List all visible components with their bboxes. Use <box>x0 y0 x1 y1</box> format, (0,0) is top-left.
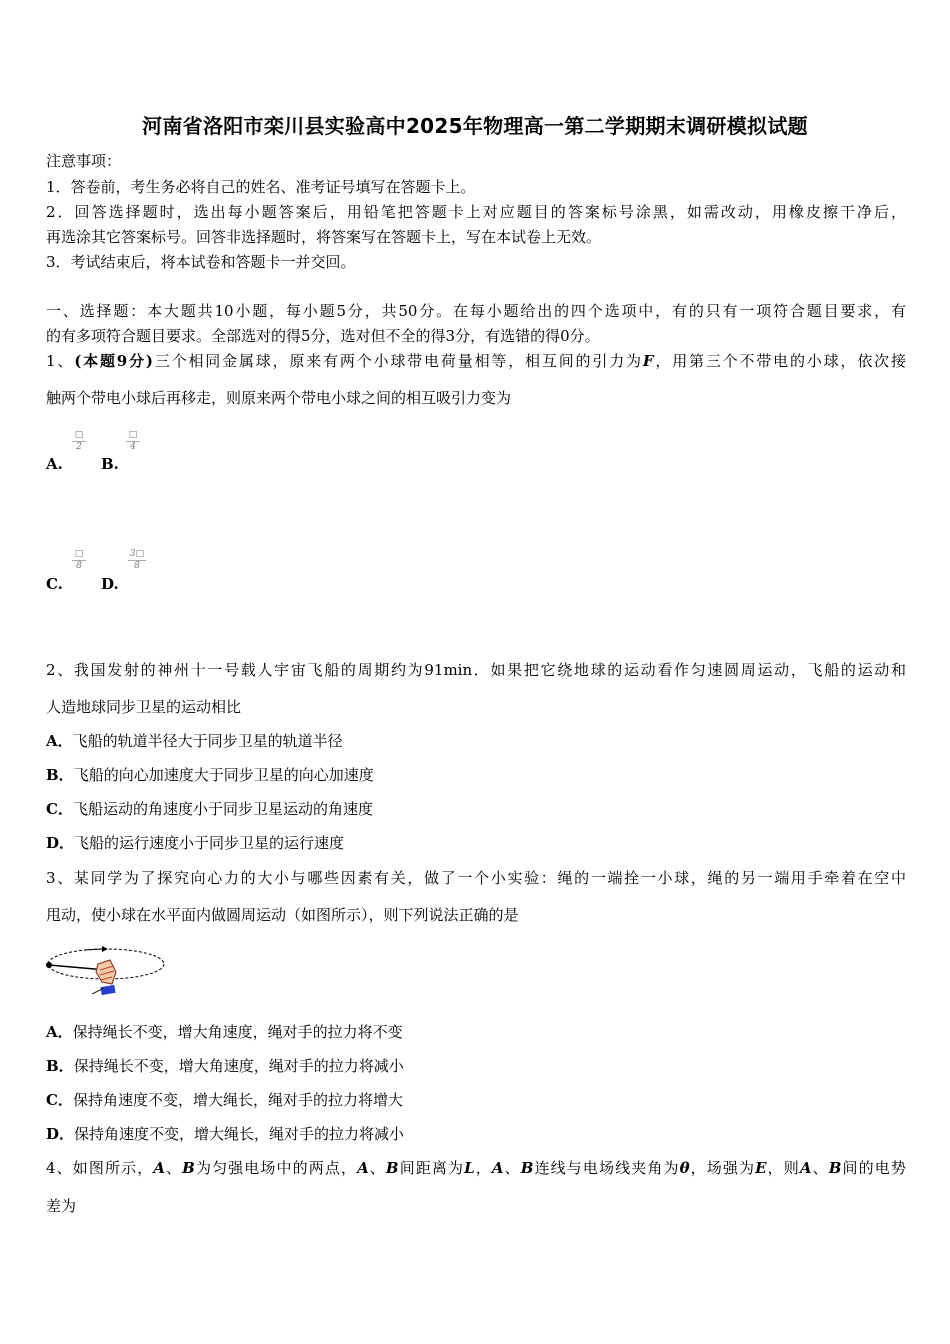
point-b: B <box>385 1159 399 1177</box>
option-label: C． <box>46 800 73 818</box>
question-1-force-symbol: F <box>642 352 654 370</box>
question-1-option-d-label: D. <box>101 575 119 593</box>
question-3-option-c <box>46 1090 906 1110</box>
option-text: 飞船的向心加速度大于同步卫星的向心加速度 <box>73 766 374 784</box>
notice-heading: 注意事项： <box>46 152 122 170</box>
q4-text: 间距离为 <box>398 1159 465 1177</box>
fraction-numerator: □ <box>72 430 86 442</box>
distance-symbol: L <box>464 1159 475 1177</box>
notice-item-2: 2．回答选择题时，选出每小题答案后，用铅笔把答题卡上对应题目的答案标号涂黑，如需改动，用橡皮擦干净后， <box>46 203 906 221</box>
q4-text: 为匀强电场中的两点， <box>194 1159 358 1177</box>
question-1-option-c-label: C. <box>46 575 63 593</box>
notice-item-2-cont: 再选涂其它答案标号。回答非选择题时，将答案写在答题卡上，写在本试卷上无效。 <box>46 228 602 246</box>
option-label: B． <box>46 766 74 784</box>
question-2-option-d <box>46 833 906 853</box>
question-1-text-a: 三个相同金属球，原来有两个小球带电荷量相等，相互间的引力为 <box>152 352 643 370</box>
fraction-denominator: 8 <box>134 561 140 571</box>
option-label: B． <box>46 1057 74 1075</box>
question-2-line-2: 人造地球同步卫星的运动相比 <box>46 698 242 716</box>
question-2-line-1: 2、我国发射的神州十一号载人宇宙飞船的周期约为91min．如果把它绕地球的运动看作匀速圆周运动，飞船的运动和 <box>46 661 906 679</box>
fraction-denominator: 8 <box>76 561 82 571</box>
q4-text: ，场强为 <box>689 1159 756 1177</box>
fraction-numerator: □ <box>126 430 140 442</box>
q4-text: 4、如图所示， <box>46 1159 154 1177</box>
circular-motion-figure <box>44 940 169 1010</box>
fraction-denominator: 4 <box>130 442 136 452</box>
angle-symbol: θ <box>679 1159 690 1177</box>
question-3-line-1: 3、某同学为了探究向心力的大小与哪些因素有关，做了一个小实验：绳的一端拴一小球，绳的另一端用手牵着在空中 <box>46 869 906 887</box>
question-1-option-b-label: B. <box>101 455 119 473</box>
q4-sep: 、 <box>368 1159 386 1177</box>
notice-item-3: 3．考试结束后，将本试卷和答题卡一并交回。 <box>46 253 356 271</box>
option-text: 保持绳长不变，增大角速度，绳对手的拉力将不变 <box>72 1023 403 1041</box>
question-4-line-2: 差为 <box>46 1197 77 1215</box>
question-1-score: (本题9分) <box>74 352 153 370</box>
option-text: 飞船的轨道半径大于同步卫星的轨道半径 <box>72 732 343 750</box>
q4-sep: 、 <box>503 1159 521 1177</box>
notice-item-1: 1．答卷前，考生务必将自己的姓名、准考证号填写在答题卡上。 <box>46 178 476 196</box>
section-intro-line-2: 的有多项符合题目要求。全部选对的得5分，选对但不全的得3分，有选错的得0分。 <box>46 327 600 345</box>
question-1-option-c-fraction <box>72 549 86 572</box>
question-2-option-a <box>46 731 906 751</box>
question-1-option-b-fraction <box>126 430 140 453</box>
fraction-numerator: 3□ <box>129 549 145 559</box>
question-3-option-b <box>46 1056 906 1076</box>
q4-text: ， <box>474 1159 492 1177</box>
question-1-text-b: ，用第三个不带电的小球，依次接 <box>653 352 906 370</box>
question-2-option-b <box>46 765 906 785</box>
option-label: D． <box>46 1125 75 1143</box>
q4-text: 连线与电场线夹角为 <box>533 1159 680 1177</box>
point-b: B <box>182 1159 195 1177</box>
hand-icon <box>96 960 116 984</box>
field-symbol: E <box>755 1159 767 1177</box>
q4-text: 间的电势 <box>841 1159 906 1177</box>
question-2-option-c <box>46 799 906 819</box>
option-label: C． <box>46 1091 73 1109</box>
option-text: 保持角速度不变，增大绳长，绳对手的拉力将减小 <box>74 1125 405 1143</box>
question-1-number: 1、 <box>46 352 75 370</box>
point-b: B <box>828 1159 842 1177</box>
option-text: 保持角速度不变，增大绳长，绳对手的拉力将增大 <box>72 1091 403 1109</box>
point-a: A <box>153 1159 165 1177</box>
question-1-line-2: 触两个带电小球后再移走，则原来两个带电小球之间的相互吸引力变为 <box>46 389 512 407</box>
arrow-head-icon <box>102 946 108 952</box>
question-1-option-a-fraction <box>72 430 86 453</box>
point-b: B <box>520 1159 534 1177</box>
question-3-option-a <box>46 1022 906 1042</box>
fraction-numerator: □ <box>72 549 86 561</box>
ball <box>46 962 52 968</box>
q4-sep: 、 <box>164 1159 183 1177</box>
question-4-line-1 <box>46 1158 906 1178</box>
question-1-option-d-fraction <box>128 549 146 572</box>
point-a: A <box>799 1159 812 1177</box>
sleeve <box>100 985 115 995</box>
question-3-line-2: 甩动，使小球在水平面内做圆周运动（如图所示），则下列说法正确的是 <box>46 906 519 924</box>
q4-sep: 、 <box>811 1159 829 1177</box>
option-label: A． <box>46 732 73 750</box>
question-3-option-d <box>46 1124 906 1144</box>
option-label: D． <box>46 834 75 852</box>
option-text: 飞船运动的角速度小于同步卫星运动的角速度 <box>72 800 373 818</box>
question-1-option-a-label: A. <box>46 455 63 473</box>
point-a: A <box>357 1159 369 1177</box>
direction-arrow <box>84 949 102 950</box>
page-title: 河南省洛阳市栾川县实验高中2025年物理高一第二学期期末调研模拟试题 <box>142 114 808 138</box>
option-label: A． <box>46 1023 73 1041</box>
option-text: 保持绳长不变，增大角速度，绳对手的拉力将减小 <box>73 1057 404 1075</box>
point-a: A <box>491 1159 504 1177</box>
section-intro-line-1: 一、选择题：本大题共10小题，每小题5分，共50分。在每小题给出的四个选项中，有的只有一项符合题目要求，有 <box>46 302 906 320</box>
q4-text: ，则 <box>766 1159 800 1177</box>
option-text: 飞船的运行速度小于同步卫星的运行速度 <box>74 834 345 852</box>
fraction-denominator: 2 <box>76 442 82 452</box>
question-1-line-1 <box>46 351 906 371</box>
